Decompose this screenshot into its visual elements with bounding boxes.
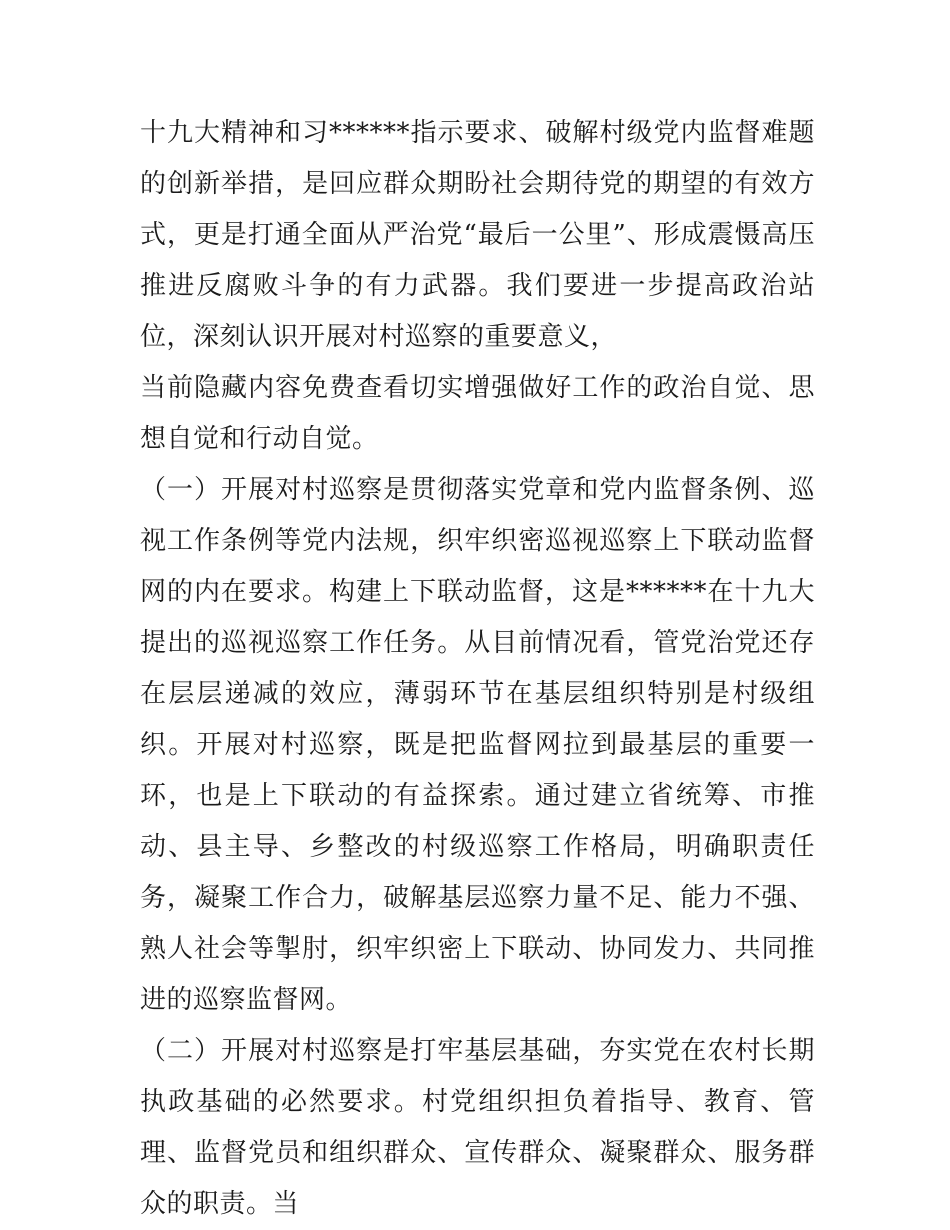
paragraph-2: 当前隐藏内容免费查看切实增强做好工作的政治自觉、思想自觉和行动自觉。: [140, 373, 815, 454]
paragraph-1: 十九大精神和习******指示要求、破解村级党内监督难题的创新举措，是回应群众期盼社会期待党的期望的有效方式，更是打通全面从严治党“最后一公里”、形成震慑高压推进反腐败斗争的有力武器。我们要进一步提高政治站位，深刻认识开展对村巡察的重要意义，: [140, 118, 815, 352]
paragraph-4: （二）开展对村巡察是打牢基层基础，夯实党在农村长期执政基础的必然要求。村党组织担负着指导、教育、管理、监督党员和组织群众、宣传群众、凝聚群众、服务群众的职责。当: [140, 1036, 815, 1219]
document-body: [140, 108, 815, 1230]
paragraph-3: （一）开展对村巡察是贯彻落实党章和党内监督条例、巡视工作条例等党内法规，织牢织密巡视巡察上下联动监督网的内在要求。构建上下联动监督，这是******在十九大提出的巡视巡察工作任务。从目前情况看，管党治党还存在层层递减的效应，薄弱环节在基层组织特别是村级组织。开展对村巡察，既是把监督网拉到最基层的重要一环，也是上下联动的有益探索。通过建立省统筹、市推动、县主导、乡整改的村级巡察工作格局，明确职责任务，凝聚工作合力，破解基层巡察力量不足、能力不强、熟人社会等掣肘，织牢织密上下联动、协同发力、共同推进的巡察监督网。: [140, 475, 815, 1015]
